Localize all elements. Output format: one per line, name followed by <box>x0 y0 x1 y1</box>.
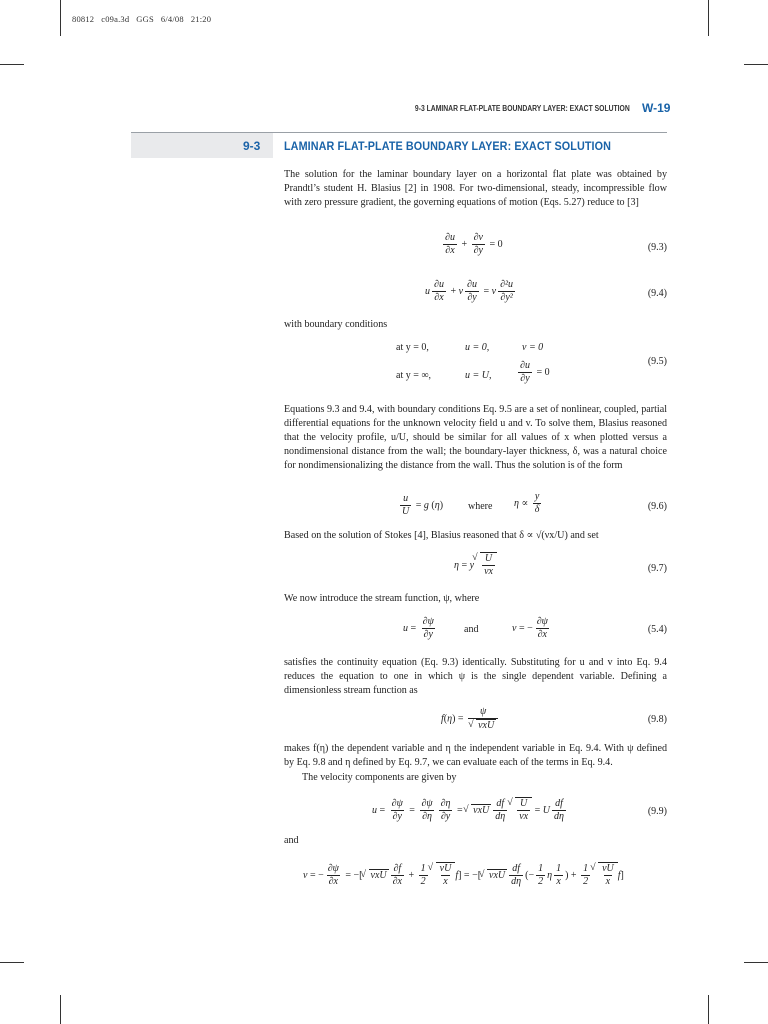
crop-mark <box>708 0 709 36</box>
crop-mark <box>0 962 24 963</box>
equation-5-4-v: v = − $\frac{\partial\psi}{\partial x}$ <box>512 616 548 640</box>
equation-number: (9.5) <box>647 356 667 367</box>
and-text: and <box>464 624 479 635</box>
crop-mark <box>744 64 768 65</box>
slug-time: 21:20 <box>190 14 212 24</box>
equation-number: (9.9) <box>647 806 667 817</box>
section-title: LAMINAR FLAT-PLATE BOUNDARY LAYER: EXACT SOLUTION <box>284 139 612 153</box>
paragraph: and <box>284 835 299 846</box>
equation-number: (9.3) <box>647 242 667 253</box>
bc-line-1-v: v = 0 <box>522 342 544 353</box>
equation-9-3: $\frac{\partial u}{\partial x}$ + $\frac{\partial v}{\partial y}$ = 0 <box>445 232 503 256</box>
crop-mark <box>744 962 768 963</box>
equation-number: (9.8) <box>647 714 667 725</box>
equation-v-velocity: v = − $\frac{\partial\psi}{\partial x}$ = −[√ νxU $\frac{\partial f}{\partial x}$ + $\frac{1}{2}$ √ $\frac{\nu U}{x}$ f] = −[√ νxU $\frac{df}{d\eta}$ (− $\frac{1}{2}$ η $\frac{1}{x}$ ) + $\frac{1}{2}$ √ $\frac{\nu U}{x}$ f] <box>303 862 624 888</box>
paragraph: satisfies the continuity equation (Eq. 9.3) identically. Substituting for u and v into Eq. 9.4 reduces the equation to one in which ψ is the single dependent variable. Defining a dimensionless stream function as <box>284 657 667 697</box>
equation-9-6: $\frac{u}{U}$ = g (η) <box>402 493 444 517</box>
paragraph: makes f(η) the dependent variable and η the independent variable in Eq. 9.4. With ψ defined by Eq. 9.8 and η defined by Eq. 9.7, we can evaluate each of the terms in Eq. 9.4. <box>284 743 667 769</box>
equation-9-9: u = $\frac{\partial\psi}{\partial y}$ = $\frac{\partial\psi}{\partial\eta}$ $\frac{\partial\eta}{\partial y}$ = √ νxU $\frac{df}{d\eta}$ √ $\frac{U}{\nu x}$ = U $\frac{df}{d\eta}$ <box>372 797 568 823</box>
crop-mark <box>708 995 709 1024</box>
paragraph: We now introduce the stream function, ψ, where <box>284 593 480 604</box>
crop-mark <box>0 64 24 65</box>
equation-9-6-proportional: η ∝ $\frac{y}{\delta}$ <box>514 491 540 515</box>
paragraph: The solution for the laminar boundary layer on a horizontal flat plate was obtained by Prandtl’s student H. Blasius [2] in 1908. For two-dimensional, steady, incompressible flow with zero pressure gradient, the governing equations of motion (Eqs. 5.27) reduce to [3] <box>284 169 667 209</box>
where-text: where <box>468 501 493 512</box>
equation-5-4-u: u = $\frac{\partial\psi}{\partial y}$ <box>403 616 434 640</box>
slug-date: 6/4/08 <box>160 14 184 24</box>
paragraph: with boundary conditions <box>284 319 388 330</box>
equation-9-4: u $\frac{\partial u}{\partial x}$ + v $\frac{\partial u}{\partial y}$ = ν $\frac{\text{∂²u}}{\text{∂y²}}$ <box>425 279 514 303</box>
running-head-title: 9-3 LAMINAR FLAT-PLATE BOUNDARY LAYER: EXACT SOLUTION <box>415 104 630 113</box>
equation-number: (9.6) <box>647 501 667 512</box>
paragraph: The velocity components are given by <box>302 772 457 783</box>
bc-line-2-dudy: $\frac{\partial u}{\partial y}$ = 0 <box>520 360 550 384</box>
equation-9-8: f(η) = ψ √ νxU <box>441 706 500 732</box>
bc-line-2-u: u = U, <box>465 370 492 381</box>
equation-number: (9.7) <box>647 563 667 574</box>
bc-line-1-at: at y = 0, <box>396 342 429 353</box>
slug-line <box>72 14 211 24</box>
paragraph: Equations 9.3 and 9.4, with boundary conditions Eq. 9.5 are a set of nonlinear, coupled, partial differential equations for the unknown velocity field u and v. To solve them, Blasius reasoned that the velocity profile, u/U, should be similar for all values of x when plotted versus a nondimensional distance from the wall; the boundary-layer thickness, δ, was a natural choice for nondimensionalizing the distance from the wall. Thus the solution is of the form <box>284 404 667 472</box>
paragraph: Based on the solution of Stokes [4], Blasius reasoned that δ ∝ √(νx/U) and set <box>284 530 599 541</box>
crop-mark <box>60 0 61 36</box>
equation-number: (5.4) <box>647 624 667 635</box>
slug-file: c09a.3d <box>101 14 130 24</box>
crop-mark <box>60 995 61 1024</box>
equation-9-7: η = y √ $\frac{U}{\nu x}$ <box>454 552 497 578</box>
equation-number: (9.4) <box>647 288 667 299</box>
bc-line-1-u: u = 0, <box>465 342 490 353</box>
page-number: W-19 <box>642 101 671 115</box>
bc-line-2-at: at y = ∞, <box>396 370 431 381</box>
section-number: 9-3 <box>243 139 261 153</box>
slug-code: GGS <box>136 14 154 24</box>
slug-job: 80812 <box>72 14 95 24</box>
